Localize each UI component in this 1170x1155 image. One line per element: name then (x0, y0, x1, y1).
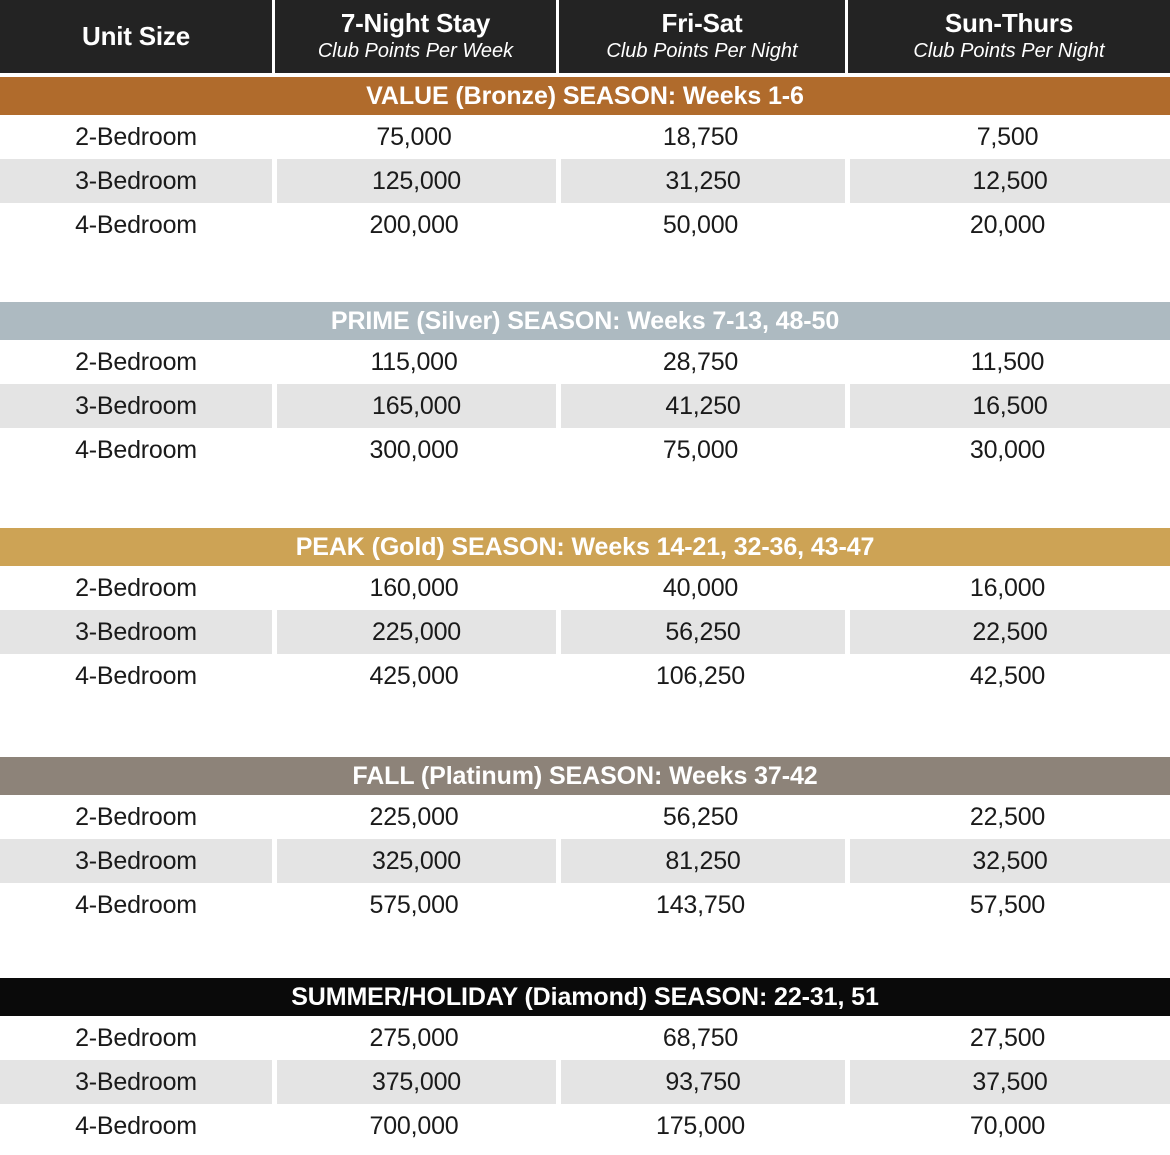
cell-week-points: 225,000 (272, 610, 556, 654)
cell-unit-size: 2-Bedroom (75, 122, 197, 151)
table-row (0, 203, 1170, 247)
table-row (0, 115, 1170, 159)
table-row (0, 795, 1170, 839)
cell-unit-size: 3-Bedroom (0, 839, 272, 883)
cell-week-points: 115,000 (370, 347, 458, 376)
season-banner-peak: PEAK (Gold) SEASON: Weeks 14-21, 32-36, 43-47 (0, 528, 1170, 566)
cell-unit-size: 2-Bedroom (75, 1023, 197, 1052)
column-header-sun-thurs-subtitle: Club Points Per Night (913, 39, 1105, 62)
table-row (0, 1104, 1170, 1148)
column-header-fri-sat (556, 0, 845, 73)
column-header-fri-sat-title: Fri-Sat (661, 8, 743, 39)
cell-sun-points: 22,500 (969, 802, 1046, 831)
cell-unit-size: 4-Bedroom (75, 890, 197, 919)
cell-unit-size: 4-Bedroom (75, 435, 197, 464)
table-row (0, 1016, 1170, 1060)
cell-frisat-points: 18,750 (662, 122, 739, 151)
cell-unit-size: 2-Bedroom (75, 802, 197, 831)
cell-frisat-points: 75,000 (662, 435, 739, 464)
cell-unit-size: 4-Bedroom (75, 210, 197, 239)
table-row (0, 610, 1170, 654)
cell-week-points: 225,000 (369, 802, 459, 831)
cell-week-points: 300,000 (369, 435, 459, 464)
cell-sun-points: 37,500 (845, 1060, 1170, 1104)
cell-sun-points: 11,500 (970, 347, 1045, 376)
cell-sun-points: 7,500 (976, 122, 1039, 151)
cell-unit-size: 4-Bedroom (75, 1111, 197, 1140)
column-header-unit-size (0, 0, 272, 73)
cell-frisat-points: 41,250 (556, 384, 845, 428)
table-row (0, 428, 1170, 472)
cell-sun-points: 27,500 (969, 1023, 1046, 1052)
cell-sun-points: 70,000 (969, 1111, 1046, 1140)
cell-frisat-points: 50,000 (662, 210, 739, 239)
cell-unit-size: 2-Bedroom (75, 573, 197, 602)
season-banner-value: VALUE (Bronze) SEASON: Weeks 1-6 (0, 77, 1170, 115)
cell-frisat-points: 143,750 (656, 890, 745, 919)
cell-frisat-points: 28,750 (662, 347, 739, 376)
season-banner-prime: PRIME (Silver) SEASON: Weeks 7-13, 48-50 (0, 302, 1170, 340)
cell-week-points: 425,000 (369, 661, 459, 690)
table-row (0, 159, 1170, 203)
cell-sun-points: 30,000 (969, 435, 1046, 464)
cell-week-points: 165,000 (272, 384, 556, 428)
cell-frisat-points: 31,250 (556, 159, 845, 203)
table-row (0, 839, 1170, 883)
table-row (0, 654, 1170, 698)
cell-frisat-points: 40,000 (662, 573, 739, 602)
cell-sun-points: 20,000 (969, 210, 1046, 239)
cell-frisat-points: 93,750 (556, 1060, 845, 1104)
cell-unit-size: 4-Bedroom (75, 661, 197, 690)
table-row (0, 883, 1170, 927)
table-row (0, 566, 1170, 610)
season-banner-fall: FALL (Platinum) SEASON: Weeks 37-42 (0, 757, 1170, 795)
cell-frisat-points: 56,250 (556, 610, 845, 654)
column-header-fri-sat-subtitle: Club Points Per Night (606, 39, 798, 62)
cell-unit-size: 2-Bedroom (75, 347, 197, 376)
cell-unit-size: 3-Bedroom (0, 1060, 272, 1104)
table-column-header (0, 0, 1170, 73)
cell-sun-points: 16,000 (969, 573, 1046, 602)
column-header-sun-thurs (845, 0, 1170, 73)
cell-sun-points: 16,500 (845, 384, 1170, 428)
cell-unit-size: 3-Bedroom (0, 159, 272, 203)
cell-week-points: 275,000 (369, 1023, 459, 1052)
cell-sun-points: 42,500 (969, 661, 1046, 690)
column-header-unit-size-title: Unit Size (82, 20, 190, 51)
cell-week-points: 700,000 (369, 1111, 459, 1140)
column-header-7-night-stay-title: 7-Night Stay (340, 8, 491, 39)
cell-frisat-points: 81,250 (556, 839, 845, 883)
cell-sun-points: 57,500 (969, 890, 1046, 919)
cell-week-points: 200,000 (369, 210, 459, 239)
cell-week-points: 125,000 (272, 159, 556, 203)
season-banner-summer: SUMMER/HOLIDAY (Diamond) SEASON: 22-31, 51 (0, 978, 1170, 1016)
cell-unit-size: 3-Bedroom (0, 384, 272, 428)
cell-sun-points: 32,500 (845, 839, 1170, 883)
column-header-7-night-stay (272, 0, 556, 73)
table-row (0, 340, 1170, 384)
cell-frisat-points: 106,250 (656, 661, 745, 690)
cell-frisat-points: 68,750 (662, 1023, 739, 1052)
table-row (0, 384, 1170, 428)
cell-frisat-points: 175,000 (656, 1111, 745, 1140)
cell-week-points: 575,000 (369, 890, 459, 919)
cell-sun-points: 22,500 (845, 610, 1170, 654)
cell-unit-size: 3-Bedroom (0, 610, 272, 654)
cell-sun-points: 12,500 (845, 159, 1170, 203)
cell-week-points: 325,000 (272, 839, 556, 883)
column-header-sun-thurs-title: Sun-Thurs (944, 8, 1074, 39)
cell-frisat-points: 56,250 (662, 802, 739, 831)
table-row (0, 1060, 1170, 1104)
cell-week-points: 375,000 (272, 1060, 556, 1104)
cell-week-points: 75,000 (376, 122, 452, 151)
column-header-7-night-stay-subtitle: Club Points Per Week (317, 39, 514, 62)
cell-week-points: 160,000 (369, 573, 459, 602)
